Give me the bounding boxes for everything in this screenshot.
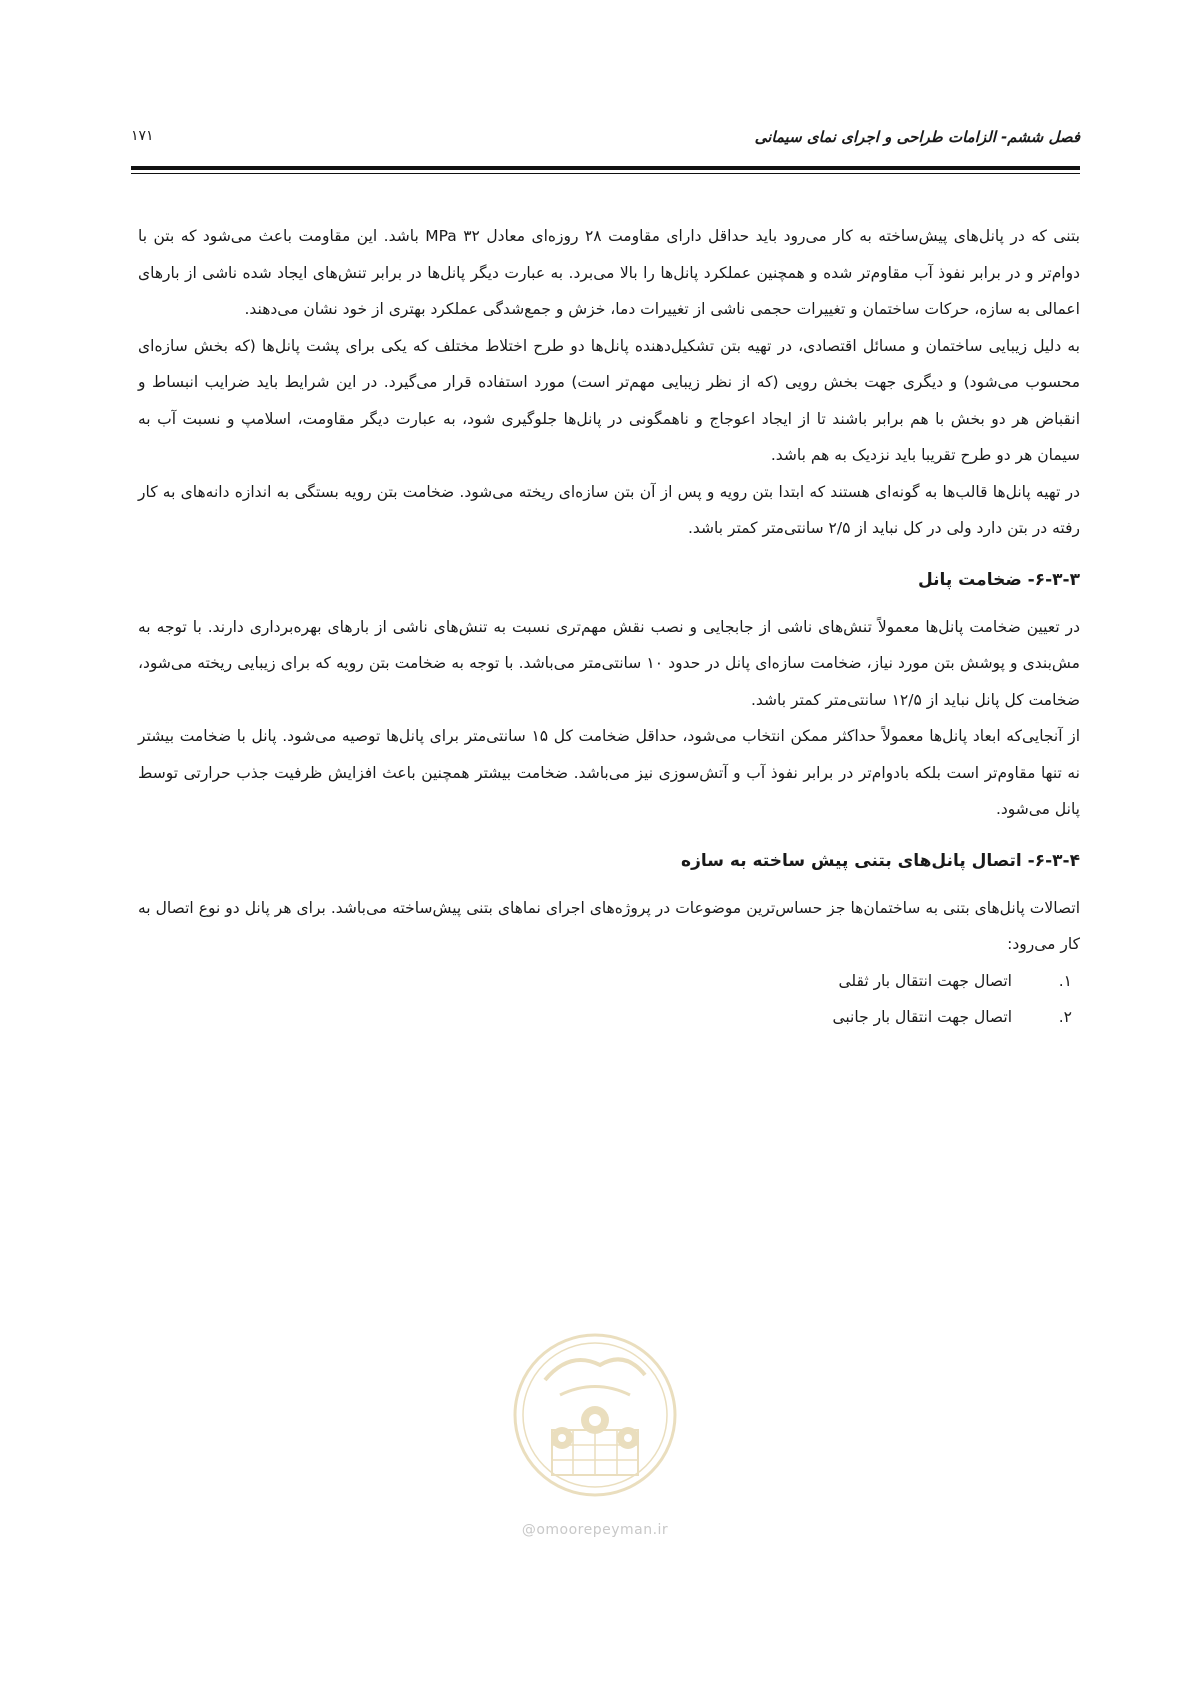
- list-item-number: ۱.: [1058, 971, 1072, 990]
- watermark-url: @omoorepeyman.ir: [521, 1522, 669, 1538]
- paragraph-thickness-recommendation: از آنجایی‌که ابعاد پانل‌ها معمولاً حداکثر ممکن انتخاب می‌شود، حداقل ضخامت کل ۱۵ سانتی‌متر برای پانل‌ها توصیه می‌شود. پانل با ضخامت بیشتر نه تنها مقاوم‌تر است بلکه بادوام‌تر در برابر نفوذ آب و آتش‌سوزی نیز می‌باشد. ضخامت بیشتر همچنین باعث افزایش ظرفیت جذب حرارتی توسط پانل می‌شود.: [138, 727, 1080, 818]
- page-header: [131, 128, 1080, 154]
- paragraph-mix-design: به دلیل زیبایی ساختمان و مسائل اقتصادی، در تهیه بتن تشکیل‌دهنده پانل‌ها دو طرح اختلاط مختلف که یکی برای پشت پانل‌ها (که بخش سازه‌ای محسوب می‌شود) و دیگری جهت بخش رویی (که از نظر زیبایی مهم‌تر است) مورد استفاده قرار می‌گیرد. در این شرایط باید ضرایب انبساط و انقباض هر دو بخش با هم برابر باشند تا از ایجاد اعوجاج و ناهمگونی در پانل‌ها جلوگیری شود، به عبارت دیگر مقاومت، اسلامپ و نسبت آب به سیمان هر دو طرح تقریبا باید نزدیک به هم باشد.: [138, 336, 1080, 464]
- chapter-title: فصل ششم- الزامات طراحی و اجرای نمای سیمانی: [754, 128, 1080, 146]
- page-number: ۱۷۱: [131, 128, 154, 144]
- list-item-text: اتصال جهت انتقال بار ثقلی: [838, 971, 1012, 990]
- section-heading-panel-connection: ۶-۳-۴- اتصال پانل‌های بتنی پیش ساخته به سازه: [681, 850, 1080, 871]
- connection-type-list: [138, 963, 1080, 1036]
- page-body: [138, 218, 1080, 1036]
- list-item-text: اتصال جهت انتقال بار جانبی: [832, 1008, 1012, 1026]
- watermark-logo-icon: [490, 1320, 700, 1510]
- header-rule-thin: [131, 173, 1080, 174]
- list-item: [138, 999, 1080, 1036]
- paragraph-facing-concrete: در تهیه پانل‌ها قالب‌ها به گونه‌ای هستند که ابتدا بتن رویه و پس از آن بتن سازه‌ای ریخته می‌شود. ضخامت بتن رویه بستگی به اندازه دانه‌های به کار رفته در بتن دارد ولی در کل نباید از ۲/۵ سانتی‌متر کمتر باشد.: [138, 482, 1080, 537]
- list-item: [138, 963, 1080, 1000]
- header-rule-thick: [131, 166, 1080, 170]
- paragraph-thickness-stresses: در تعیین ضخامت پانل‌ها معمولاً تنش‌های ناشی از جابجایی و نصب نقش مهم‌تری نسبت به تنش‌های ناشی از بارهای بهره‌برداری دارند. با توجه به مش‌بندی و پوشش بتن مورد نیاز، ضخامت سازه‌ای پانل در حدود ۱۰ سانتی‌متر می‌باشد. با توجه به ضخامت بتن رویه که برای زیبایی ریخته می‌شود، ضخامت کل پانل نباید از ۱۲/۵ سانتی‌متر کمتر باشد.: [138, 617, 1080, 709]
- paragraph-connections: اتصالات پانل‌های بتنی به ساختمان‌ها جز حساس‌ترین موضوعات در پروژه‌های اجرای نماهای بتنی پیش‌ساخته می‌باشد. برای هر پانل دو نوع اتصال به کار می‌رود:: [138, 898, 1080, 953]
- list-item-number: ۲.: [1058, 1008, 1072, 1026]
- section-heading-panel-thickness: ۶-۳-۳- ضخامت پانل: [917, 569, 1080, 590]
- paragraph-concrete-strength: بتنی که در پانل‌های پیش‌ساخته به کار می‌رود باید حداقل دارای مقاومت ۲۸ روزه‌ای معادل ۳۲ MPa باشد. این مقاومت باعث می‌شود که بتن با دوام‌تر و در برابر نفوذ آب مقاوم‌تر شده و همچنین عملکرد پانل‌ها را بالا می‌برد. به عبارت دیگر پانل‌ها در برابر تنش‌های ایجاد شده ناشی از بارهای اعمالی به سازه، حرکات ساختمان و تغییرات حجمی ناشی از تغییرات دما، خزش و جمع‌شدگی عملکرد بهتری از خود نشان می‌دهند.: [138, 227, 1080, 318]
